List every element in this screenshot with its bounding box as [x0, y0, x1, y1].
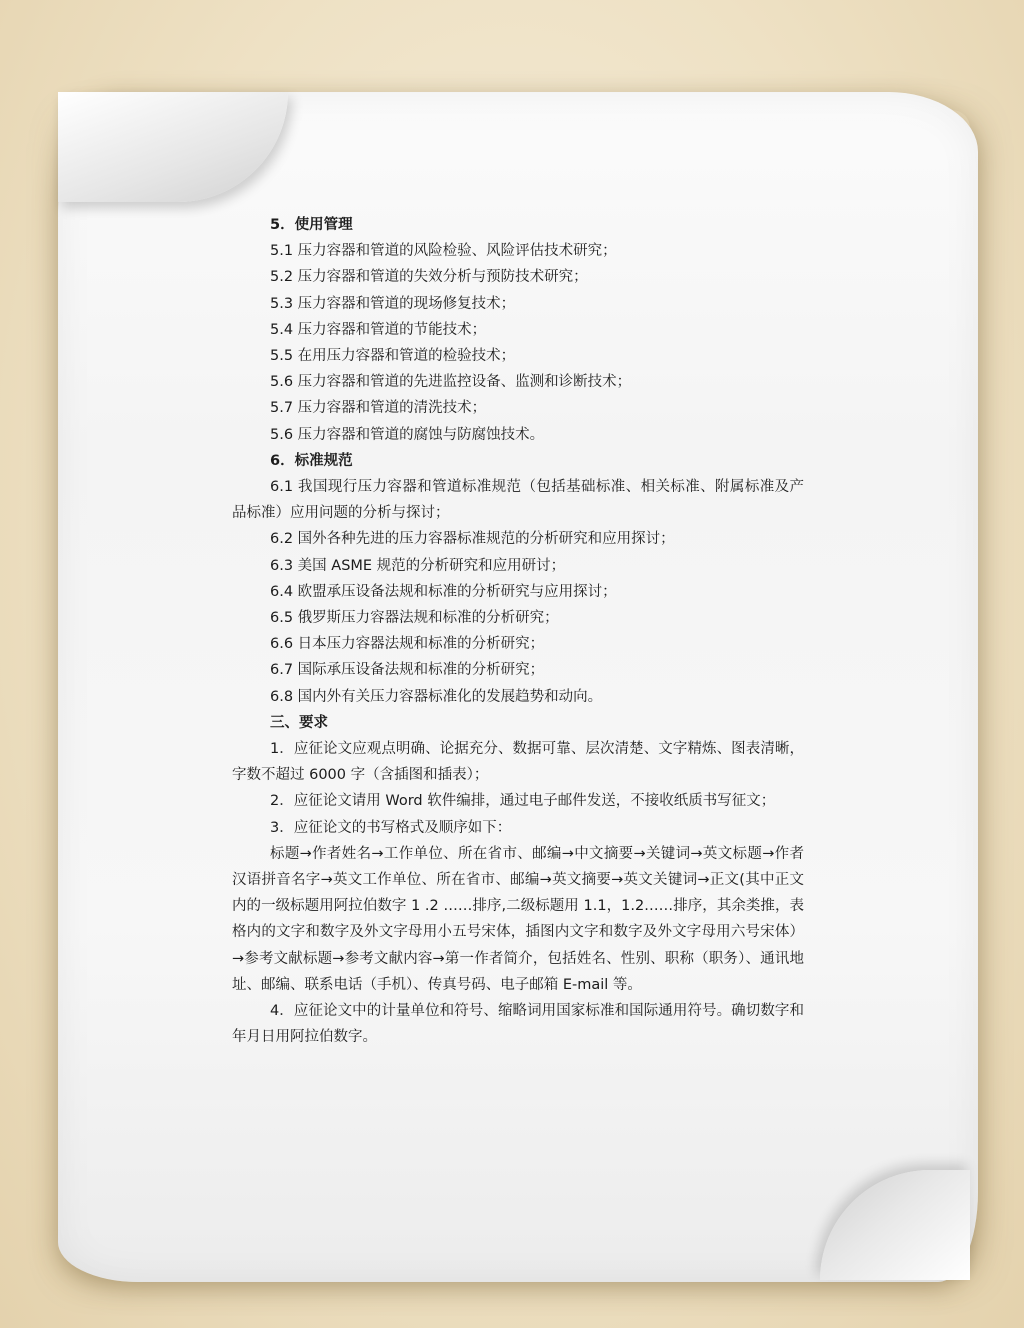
section-5-item: 5.6 压力容器和管道的腐蚀与防腐蚀技术。: [270, 426, 545, 443]
requirement-paragraph: 4．应征论文中的计量单位和符号、缩略词用国家标准和国际通用符号。确切数字和年月日用阿拉伯数字。: [232, 1003, 804, 1046]
section-6-item: 6.1 我国现行压力容器和管道标准规范（包括基础标准、相关标准、附属标准及产品标准）应用问题的分析与探讨；: [232, 479, 804, 522]
section-5-item: 5.3 压力容器和管道的现场修复技术；: [270, 295, 516, 312]
requirement-paragraph: 3．应征论文的书写格式及顺序如下：: [270, 819, 512, 836]
section-5-item: 5.6 压力容器和管道的先进监控设备、监测和诊断技术；: [270, 374, 632, 391]
section-5-item: 5.1 压力容器和管道的风险检验、风险评估技术研究；: [270, 243, 617, 260]
document-body: [232, 212, 804, 1051]
section-5-item: 5.5 在用压力容器和管道的检验技术；: [270, 348, 516, 365]
section-5-item: 5.4 压力容器和管道的节能技术；: [270, 321, 487, 338]
section-6-item: 6.2 国外各种先进的压力容器标准规范的分析研究和应用探讨；: [270, 531, 675, 548]
section-6-heading: 6．标准规范: [270, 452, 353, 469]
requirements-heading: 三、要求: [270, 714, 328, 731]
section-6-item: 6.4 欧盟承压设备法规和标准的分析研究与应用探讨；: [270, 583, 617, 600]
format-order-paragraph: 标题→作者姓名→工作单位、所在省市、邮编→中文摘要→关键词→英文标题→作者汉语拼音名字→英文工作单位、所在省市、邮编→英文摘要→英文关键词→正文(其中正文内的一级标题用阿拉伯数字 1 .2 ……排序,二级标题用 1.1，1.2……排序，其余类推，表格内的文字和数字及外文字母用小五号宋体，插图内文字和数字及外文字母用六号宋体）→参考文献标题→参考文献内容→第一作者简介，包括姓名、性别、职称（职务）、通讯地址、邮编、联系电话（手机）、传真号码、电子邮箱 E-mail 等。: [232, 845, 804, 993]
section-6-item: 6.8 国内外有关压力容器标准化的发展趋势和动向。: [270, 688, 603, 705]
section-5-heading: 5．使用管理: [270, 217, 353, 233]
section-6-item: 6.7 国际承压设备法规和标准的分析研究；: [270, 662, 545, 679]
section-6-item: 6.6 日本压力容器法规和标准的分析研究；: [270, 636, 545, 653]
requirement-paragraph: 1．应征论文应观点明确、论据充分、数据可靠、层次清楚、文字精炼、图表清晰，字数不超过 6000 字（含插图和插表）；: [232, 741, 804, 784]
section-5-item: 5.2 压力容器和管道的失效分析与预防技术研究；: [270, 269, 588, 286]
section-5-item: 5.7 压力容器和管道的清洗技术；: [270, 400, 487, 417]
section-6-item: 6.3 美国 ASME 规范的分析研究和应用研讨；: [270, 557, 566, 574]
requirement-paragraph: 2．应征论文请用 Word 软件编排，通过电子邮件发送，不接收纸质书写征文；: [270, 793, 776, 810]
section-6-item: 6.5 俄罗斯压力容器法规和标准的分析研究；: [270, 610, 559, 627]
